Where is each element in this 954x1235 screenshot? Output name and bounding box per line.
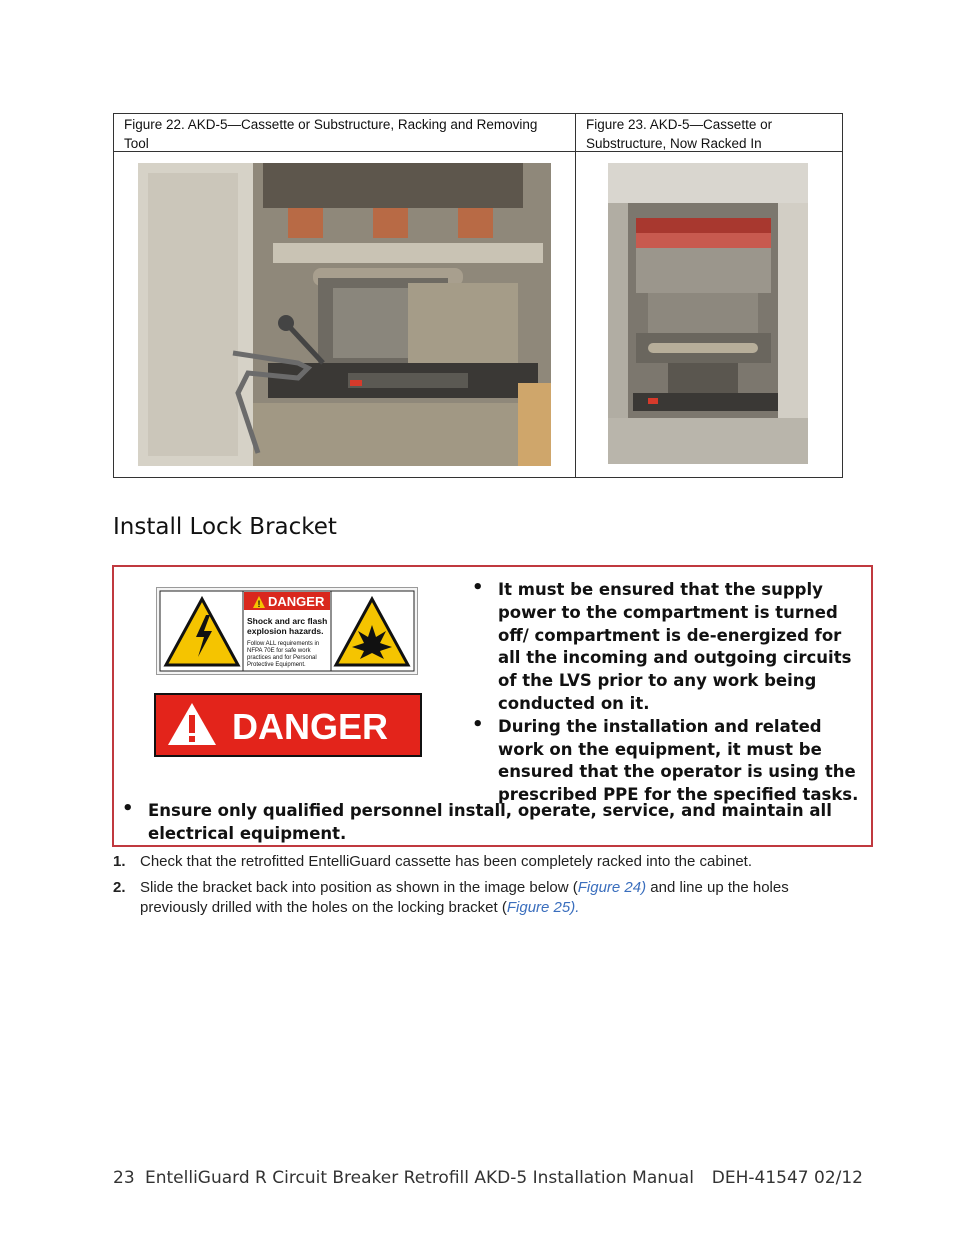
safety-bullet-1: • It must be ensured that the supply power to the compartment is turned off/ compartment is de-energized for all the incoming and outgoing circuits of the LVS prior to any work being conducted on it. (470, 579, 866, 716)
figure-25-link[interactable]: Figure 25). (506, 899, 580, 916)
figure-24-link[interactable]: Figure 24) (577, 879, 647, 896)
figure-23-photo (608, 163, 808, 464)
step-1-number: 1. (113, 853, 126, 870)
page-number: 23 (113, 1168, 135, 1188)
danger-label-line1: Shock and arc flash (247, 616, 328, 626)
safety-bullet-2: • During the installation and related work on the equipment, it must be ensured that the operator is using the prescribed PPE for the specified tasks. (470, 716, 866, 807)
figure-22-photo (138, 163, 551, 466)
svg-text:!: ! (257, 599, 261, 609)
manual-title: EntelliGuard R Circuit Breaker Retrofill AKD-5 Installation Manual (145, 1168, 694, 1188)
danger-label-line3: Follow ALL requirements in (247, 641, 320, 647)
qualified-personnel-bullet-list (122, 799, 862, 845)
document-number: DEH-41547 02/12 (711, 1168, 863, 1188)
figure-22-caption: Figure 22. AKD-5—Cassette or Substructure, Racking and Removing Tool (114, 114, 576, 152)
section-title: Install Lock Bracket (113, 514, 337, 540)
step-2 (113, 878, 853, 918)
step-1-text: Check that the retrofitted EntelliGuard cassette has been completely racked into the cabinet. (140, 853, 753, 870)
danger-warning-box (112, 565, 873, 847)
qualified-personnel-bullet: • Ensure only qualified personnel install, operate, service, and maintain all electrical equipment. (122, 799, 862, 845)
danger-label-line6: Protective Equipment. (247, 662, 306, 668)
danger-label-line4: NFPA 70E for safe work (247, 648, 311, 654)
danger-label-line2: explosion hazards. (247, 626, 324, 636)
safety-bullets (470, 579, 866, 807)
danger-label-small (156, 587, 418, 680)
danger-label-header: DANGER (268, 594, 325, 609)
danger-large-text: DANGER (232, 706, 389, 747)
figure-table (113, 113, 843, 478)
step-2-text-b: and line up the holes previously drilled with the holes on the locking bracket ( (140, 879, 789, 916)
step-2-number: 2. (113, 879, 126, 896)
step-1 (113, 852, 853, 872)
danger-label-line5: practices and for Personal (247, 655, 317, 661)
figure-23-caption: Figure 23. AKD-5—Cassette or Substructure, Now Racked In (576, 114, 842, 152)
table-divider (575, 152, 576, 477)
install-steps (113, 852, 853, 924)
danger-label-large (154, 693, 422, 762)
step-2-text-a: Slide the bracket back into position as shown in the image below ( (140, 879, 578, 896)
